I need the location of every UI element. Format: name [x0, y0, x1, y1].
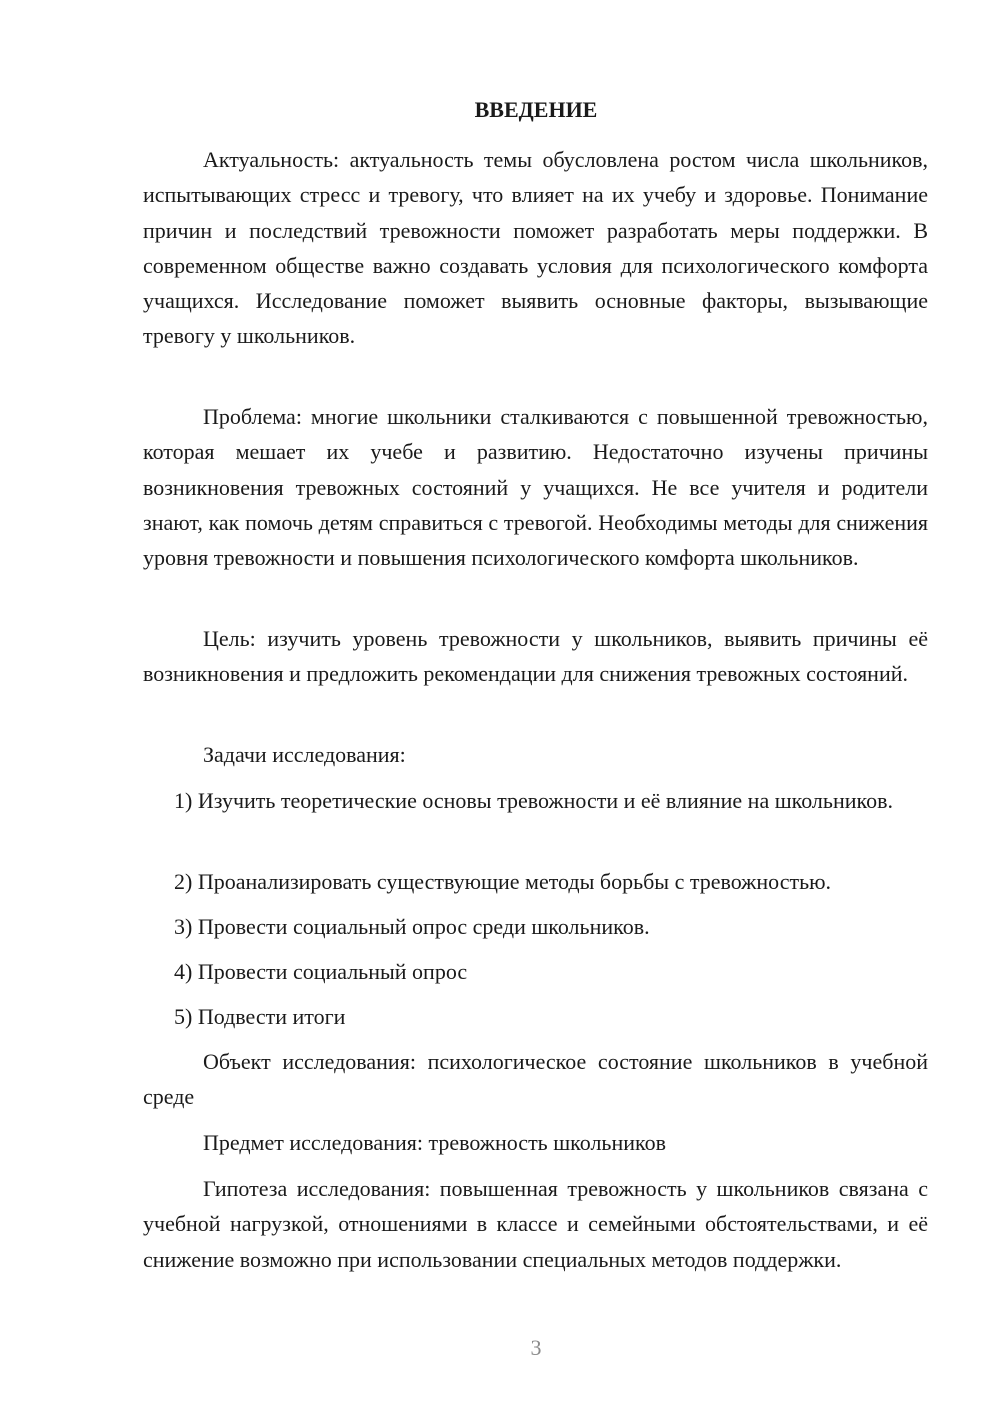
relevance-paragraph: Актуальность: актуальность темы обусловлена ростом числа школьников, испытывающих стресс и тревогу, что влияет на их учебу и здоровье. Понимание причин и последствий тревожности поможет разработать меры поддержки. В современном обществе важно создавать условия для психологического комфорта учащихся. Исследование поможет выявить основные факторы, вызывающие тревогу у школьников.: [143, 147, 928, 349]
task-item-5: 5) Подвести итоги: [174, 1004, 346, 1029]
task-item-2: 2) Проанализировать существующие методы борьбы с тревожностью.: [174, 869, 832, 894]
task-item-1: 1) Изучить теоретические основы тревожности и её влияние на школьников.: [174, 788, 893, 813]
goal-paragraph: Цель: изучить уровень тревожности у школьников, выявить причины её возникновения и предложить рекомендации для снижения тревожных состояний.: [143, 626, 928, 687]
hypothesis-paragraph: Гипотеза исследования: повышенная тревожность у школьников связана с учебной нагрузкой, отношениями в классе и семейными обстоятельствами, и её снижение возможно при использовании специальных методов поддержки.: [143, 1176, 928, 1272]
subject-paragraph: Предмет исследования: тревожность школьников: [203, 1130, 666, 1155]
task-item-4: 4) Провести социальный опрос: [174, 959, 468, 984]
task-item-3: 3) Провести социальный опрос среди школьников.: [174, 914, 650, 939]
page-number: 3: [530, 1335, 542, 1360]
problem-paragraph: Проблема: многие школьники сталкиваются с повышенной тревожностью, которая мешает их учебе и развитию. Недостаточно изучены причины возникновения тревожных состояний у учащихся. Не все учителя и родители знают, как помочь детям справиться с тревогой. Необходимы методы для снижения уровня тревожности и повышения психологического комфорта школьников.: [143, 404, 928, 571]
tasks-heading: Задачи исследования:: [203, 742, 406, 767]
object-paragraph: Объект исследования: психологическое состояние школьников в учебной среде: [143, 1049, 928, 1110]
page-title: ВВЕДЕНИЕ: [474, 97, 598, 122]
